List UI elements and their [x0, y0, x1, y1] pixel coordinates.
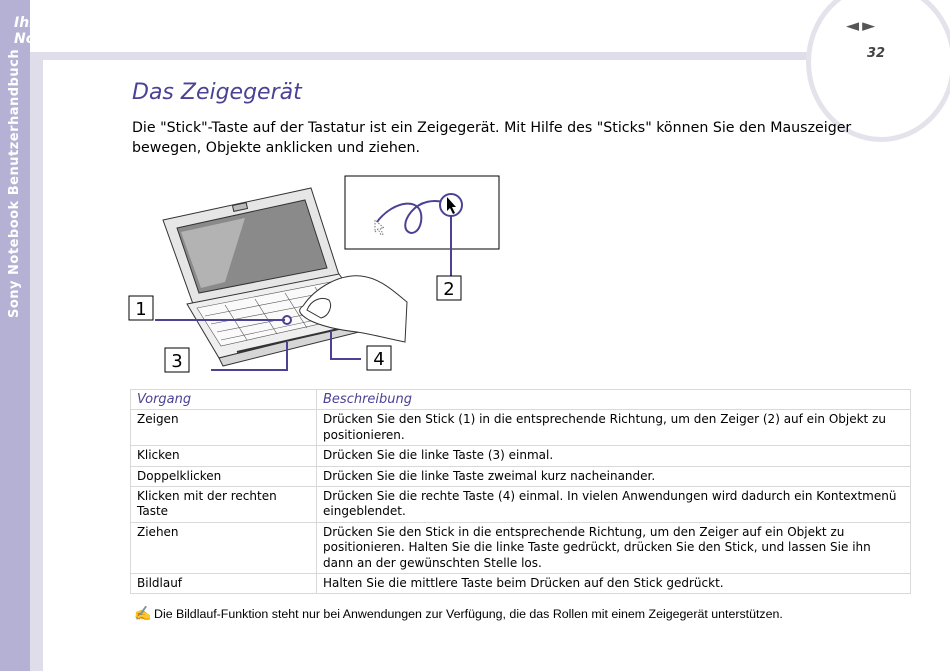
- page-navigation: [846, 16, 878, 36]
- description-cell: Drücken Sie den Stick (1) in die entsprechende Richtung, um den Zeiger (2) auf ein Objekt zu positionieren.: [317, 410, 911, 446]
- note: [134, 605, 783, 622]
- pencil-note-icon: ✍: [134, 605, 152, 621]
- note-text: Die Bildlauf-Funktion steht nur bei Anwendungen zur Verfügung, die das Rollen mit einem Zeigegerät unterstützen.: [154, 607, 783, 621]
- description-cell: Drücken Sie die rechte Taste (4) einmal. In vielen Anwendungen wird dadurch ein Kontextmenü eingeblendet.: [317, 487, 911, 523]
- sidebar-title: Sony Notebook Benutzerhandbuch: [7, 48, 22, 318]
- callout-3: 3: [171, 351, 183, 372]
- table-row: [131, 574, 911, 594]
- operation-cell: Klicken mit der rechten Taste: [131, 487, 317, 523]
- callout-1: 1: [135, 299, 147, 320]
- sidebar: [0, 0, 91, 671]
- callout-4: 4: [373, 349, 385, 370]
- header-beschreibung: Beschreibung: [317, 390, 911, 410]
- header-vorgang: Vorgang: [131, 390, 317, 410]
- page-title: Das Zeigegerät: [132, 80, 302, 105]
- section-title: Ihr Notebook: [14, 15, 91, 47]
- description-cell: Drücken Sie die linke Taste (3) einmal.: [317, 446, 911, 466]
- table-header-row: [131, 390, 911, 410]
- operation-cell: Zeigen: [131, 410, 317, 446]
- page-number: 32: [867, 46, 886, 61]
- pointer-inset: [345, 176, 499, 249]
- laptop-illustration: [125, 170, 515, 380]
- prev-page-button[interactable]: ◄: [846, 16, 863, 36]
- table-row: [131, 466, 911, 486]
- next-page-button[interactable]: ►: [862, 16, 879, 36]
- table-row: [131, 487, 911, 523]
- operation-cell: Klicken: [131, 446, 317, 466]
- callout-2: 2: [443, 279, 455, 300]
- operation-cell: Doppelklicken: [131, 466, 317, 486]
- description-cell: Drücken Sie die linke Taste zweimal kurz nacheinander.: [317, 466, 911, 486]
- header-bar: [30, 52, 840, 60]
- table-row: [131, 522, 911, 573]
- operation-cell: Bildlauf: [131, 574, 317, 594]
- table-row: [131, 410, 911, 446]
- table-row: [131, 446, 911, 466]
- description-cell: Drücken Sie den Stick in die entsprechende Richtung, um den Zeiger auf ein Objekt zu positionieren. Halten Sie die linke Taste gedrückt, drücken Sie den Stick, und lassen Sie ihn dann an der gewünschten Stelle los.: [317, 522, 911, 573]
- intro-paragraph: Die "Stick"-Taste auf der Tastatur ist ein Zeigegerät. Mit Hilfe des "Sticks" können Sie den Mauszeiger bewegen, Objekte anklicken und ziehen.: [132, 120, 852, 156]
- operation-cell: Ziehen: [131, 522, 317, 573]
- description-cell: Halten Sie die mittlere Taste beim Drücken auf den Stick gedrückt.: [317, 574, 911, 594]
- sidebar-strip: [30, 52, 43, 671]
- operations-table: [130, 389, 911, 594]
